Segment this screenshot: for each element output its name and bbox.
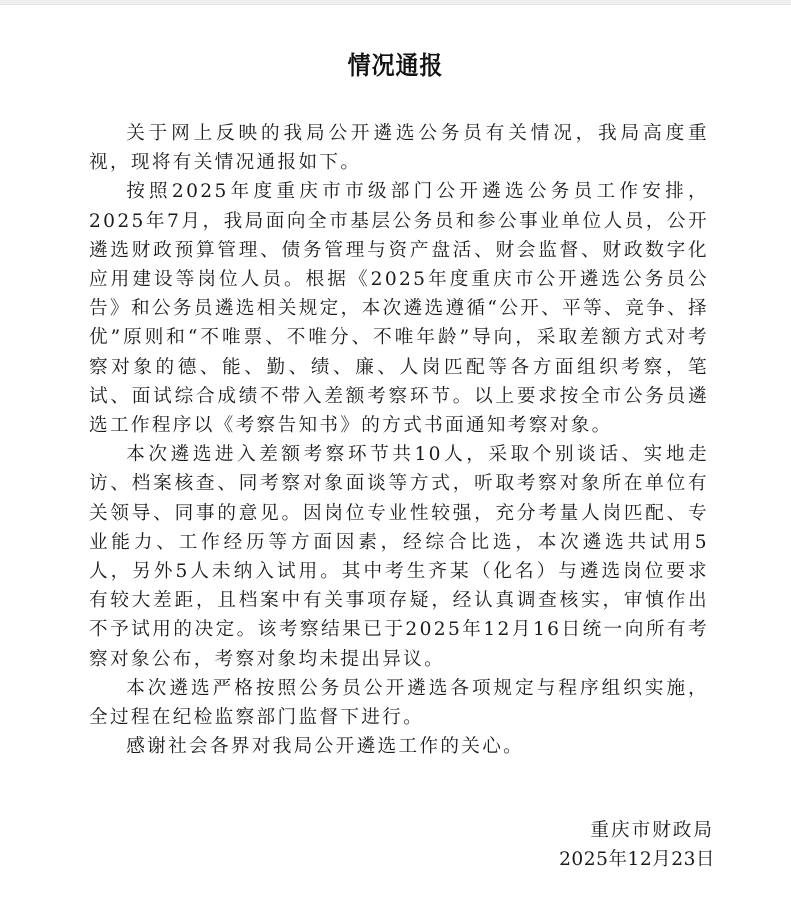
paragraph-supervision: 本次遴选严格按照公务员公开遴选各项规定与程序组织实施，全过程在纪检监察部门监督下进行。 <box>89 677 709 729</box>
paragraph-assessment-result: 本次遴选进入差额考察环节共10人，采取个别谈话、实地走访、档案核查、同考察对象面谈等方式，听取考察对象所在单位有关领导、同事的意见。因岗位专业性较强，充分考量人岗匹配、专业能力、工作经历等方面因素，经综合比选，本次遴选共试用5人，另外5人未纳入试用。其中考生齐某（化名）与遴选岗位要求有较大差距，且档案中有关事项存疑，经认真调查核实，审慎作出不予试用的决定。该考察结果已于2025年12月16日统一向所有考察对象公布，考察对象均未提出异议。 <box>89 444 709 670</box>
paragraph-thanks: 感谢社会各界对我局公开遴选工作的关心。 <box>126 736 525 758</box>
document-title: 情况通报 <box>347 51 444 80</box>
paragraph-background: 按照2025年度重庆市市级部门公开遴选公务员工作安排，2025年7月，我局面向全市基层公务员和参公事业单位人员，公开遴选财政预算管理、债务管理与资产盘活、财会监督、财政数字化应用建设等岗位人员。根据《2025年度重庆市公开遴选公务员公告》和公务员遴选相关规定，本次遴选遵循“公开、平等、竞争、择优”原则和“不唯票、不唯分、不唯年龄”导向，采取差额方式对考察对象的德、能、勤、绩、廉、人岗匹配等各方面组织考察，笔试、面试综合成绩不带入差额考察环节。以上要求按全市公务员遴选工作程序以《考察告知书》的方式书面通知考察对象。 <box>89 181 709 437</box>
document-body <box>89 119 709 761</box>
issue-date: 2025年12月23日 <box>559 849 715 870</box>
signature-block <box>559 816 714 874</box>
issuer-name: 重庆市财政局 <box>590 820 714 841</box>
paragraph-intro: 关于网上反映的我局公开遴选公务员有关情况，我局高度重视，现将有关情况通报如下。 <box>89 123 709 174</box>
top-edge-bar <box>0 0 791 5</box>
